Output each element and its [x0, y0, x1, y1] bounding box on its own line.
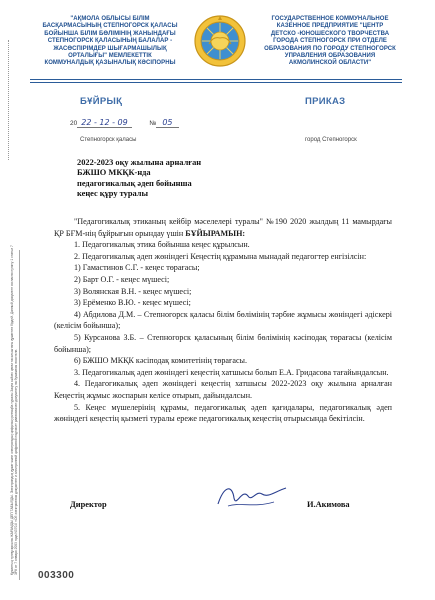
- header-russian: [250, 16, 410, 68]
- header-kazakh-line: БОЙЫНША БІЛІМ БӨЛІМІНІҢ ЖАНЫНДАҒЫ: [44, 30, 176, 37]
- member-item: 3) Волянская В.Н. - кеңес мүшесі;: [74, 286, 192, 296]
- handwritten-number: 05: [156, 118, 178, 128]
- member-item: 4) Абдилова Д.М. – Степногорск қаласы білім бөлімінің тәрбие жұмысы жөніндегі әдіскері (келісім бойынша);: [54, 309, 392, 331]
- subject-line: БЖШО МКҚК-нда: [77, 168, 151, 178]
- member-item: 5) Курсанова З.Б. – Степногорск қаласының білім бөлімінің кәсіподақ төрағасы (келісім бойынша);: [54, 332, 392, 354]
- header-kazakh-line: ОРТАЛЫҒЫ" МЕМЛЕКЕТТІК: [68, 53, 152, 60]
- intro-text: "Педагогикалық этиканың кейбір мәселелері туралы" №190 2020 жылдың 11 мамырдағы ҚР БҒМ-нің бұйрығын орындау үшін: [54, 217, 392, 238]
- handwritten-signature: [214, 480, 290, 514]
- subject-line: педагогикалық әдеп бойынша: [77, 178, 192, 188]
- city-kazakh: Степногорск қаласы: [80, 137, 137, 143]
- header-russian-line: ГОСУДАРСТВЕННОЕ КОММУНАЛЬНОЕ: [271, 16, 389, 22]
- header-russian-line: УПРАВЛЕНИЯ ОБРАЗОВАНИЯ: [284, 53, 376, 60]
- order-directive: БҰЙЫРАМЫН:: [185, 228, 246, 238]
- title-russian: ПРИКАЗ: [305, 96, 346, 107]
- header-divider-thin: [30, 82, 402, 83]
- header-kazakh: [30, 16, 190, 68]
- number-sign: №: [149, 120, 157, 127]
- member-item: 2) Барт О.Г. - кеңес мүшесі;: [74, 274, 170, 284]
- kazakhstan-emblem-icon: [193, 14, 247, 68]
- registration-number: 003300: [38, 570, 75, 581]
- header-russian-line: ДЕТСКО -ЮНОШЕСКОГО ТВОРЧЕСТВА: [270, 30, 390, 37]
- header-russian-line: ГОРОДА СТЕПНОГОРСК ПРИ ОТДЕЛЕ: [273, 38, 387, 45]
- header-kazakh-line: СТЕПНОГОРСК ҚАЛАСЫНЫҢ БАЛАЛАР -: [47, 38, 173, 45]
- header-kazakh-line: ЖАСӨСПІРІМДЕР ШЫҒАРМАШЫЛЫҚ: [53, 45, 167, 52]
- city-russian: город Степногорск: [305, 137, 357, 143]
- header-kazakh-line: КОММУНАЛДЫҚ ҚАЗЫНАЛЫҚ КӘСІПОРНЫ: [44, 60, 176, 67]
- order-item: 3. Педагогикалық әдеп жөніндегі кеңестің хатшысы болып Е.А. Гридасова тағайындалсын.: [74, 367, 389, 377]
- order-intro: [54, 216, 392, 239]
- member-item: 6) БЖШО МКҚК кәсіподақ комитетінің төрағасы.: [74, 356, 247, 366]
- member-item: 3) Ерёменко В.Ю. - кеңес мүшесі;: [74, 298, 191, 308]
- margin-legal-note: Құжаттың түпнұсқасына ЖАРАМДЫ ДЕП ТАБЫЛДЫ. Электрондық құжат және электрондық цифрлық қолтаңба туралы Заңға сәйкес қағаз тасығыштағы құжатпен бірдей. Данный документ согласно пункту 1 статьи 7 ЗРК от 7 января 2003 года N370-II «Об электронном документе и электронной цифровой подписи» равнозначен документу на бумажном носителе.: [10, 245, 18, 575]
- date-prefix: 20: [70, 120, 78, 127]
- member-item: 1) Гамастинов С.Г. - кеңес төрағасы;: [74, 263, 200, 273]
- margin-line: [19, 250, 20, 580]
- order-item: 2. Педагогикалық әдеп жөніндегі Кеңестің құрамына мынадай педагогтер енгізілсін:: [74, 251, 367, 261]
- title-kazakh: БҰЙРЫҚ: [80, 96, 123, 107]
- order-body: [54, 216, 392, 425]
- handwritten-date: 22 - 12 - 09: [77, 118, 131, 128]
- subject-line: 2022-2023 оқу жылына арналған: [77, 158, 202, 167]
- order-item: 5. Кеңес мүшелерінің құрамы, педагогикалық әдеп қағидалары, педагогикалық әдеп жөніндегі кеңестің қызметі туралы ереже педагогикалық кеңестің отырысында бекітілсін.: [54, 402, 392, 424]
- header-kazakh-line: БАСҚАРМАСЫНЫҢ СТЕПНОГОРСК ҚАЛАСЫ: [42, 23, 178, 30]
- order-item: 1. Педагогикалық этика бойынша кеңес құрылсын.: [74, 240, 250, 250]
- margin-dots: [8, 40, 11, 160]
- order-item: 4. Педагогикалық әдеп жөніндегі кеңестің хатшысы 2022-2023 оқу жылына арналған Кеңестің жұмыс жоспарын келісе отырып, дайындалсын.: [54, 379, 392, 400]
- signature-name: И.Акимова: [307, 500, 350, 509]
- header-kazakh-line: "АҚМОЛА ОБЛЫСЫ БІЛІМ: [70, 16, 150, 22]
- subject-line: кеңес құру туралы: [77, 188, 148, 198]
- header-russian-line: КАЗЕННОЕ ПРЕДПРИЯТИЕ "ЦЕНТР: [276, 23, 384, 30]
- header-russian-line: ОБРАЗОВАНИЯ ПО ГОРОДУ СТЕПНОГОРСК: [264, 45, 396, 52]
- date-line: [70, 118, 179, 127]
- signature-title: Директор: [70, 500, 107, 509]
- header-russian-line: АКМОЛИНСКОЙ ОБЛАСТИ": [288, 60, 372, 67]
- order-subject: [77, 158, 227, 199]
- header-divider: [30, 79, 402, 80]
